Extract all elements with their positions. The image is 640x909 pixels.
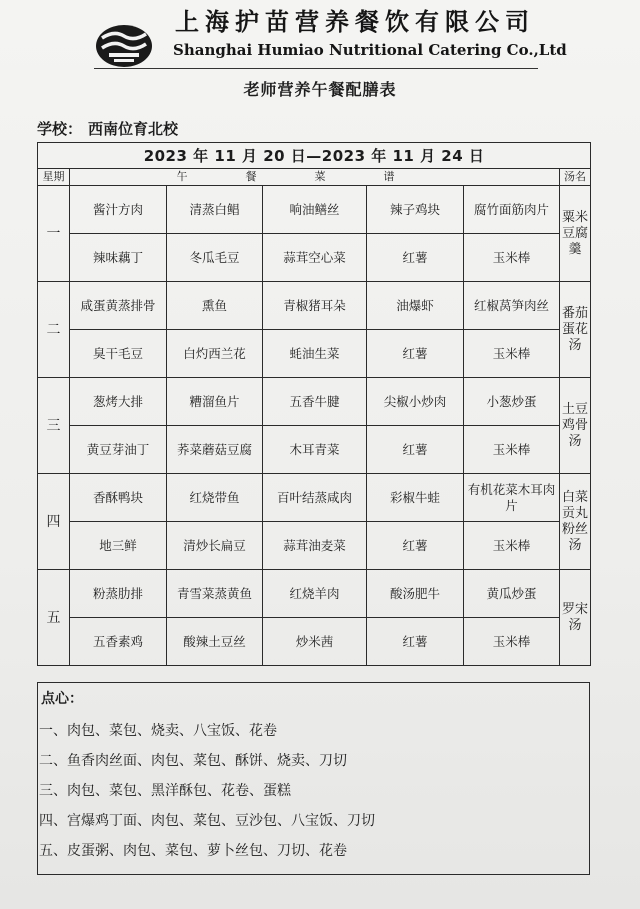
- snack-item: 二、鱼香肉丝面、肉包、菜包、酥饼、烧卖、刀切: [39, 753, 347, 769]
- dish-cell: 五香素鸡: [70, 618, 167, 666]
- dish-cell: 百叶结蒸咸肉: [263, 474, 367, 522]
- dish-cell: 熏鱼: [167, 282, 263, 330]
- dish-cell: 粉蒸肋排: [70, 570, 167, 618]
- company-logo: [92, 22, 156, 70]
- weekday-cell: 三: [38, 378, 70, 474]
- snack-item: 四、宫爆鸡丁面、肉包、菜包、豆沙包、八宝饭、刀切: [39, 813, 375, 829]
- dish-cell: 有机花菜木耳肉片: [464, 474, 560, 522]
- lunch-menu-table: [37, 142, 591, 666]
- col-header-day: 星期: [38, 169, 70, 186]
- dish-cell: 臭干毛豆: [70, 330, 167, 378]
- dish-cell: 玉米棒: [464, 234, 560, 282]
- date-range-row: [38, 143, 591, 169]
- dish-cell: 冬瓜毛豆: [167, 234, 263, 282]
- soup-cell: 番茄蛋花汤: [560, 282, 591, 378]
- dish-cell: 红薯: [367, 522, 464, 570]
- dish-cell: 香酥鸭块: [70, 474, 167, 522]
- snack-item: 三、肉包、菜包、黑洋酥包、花卷、蛋糕: [39, 783, 291, 799]
- dish-cell: 炒米茜: [263, 618, 367, 666]
- weekday-cell: 四: [38, 474, 70, 570]
- snacks-title: 点心：: [41, 691, 83, 707]
- menu-row: [38, 474, 591, 522]
- dish-cell: 红薯: [367, 234, 464, 282]
- dish-cell: 腐竹面筋肉片: [464, 186, 560, 234]
- dish-cell: 玉米棒: [464, 618, 560, 666]
- menu-row: [38, 426, 591, 474]
- header-divider: [94, 68, 538, 69]
- dish-cell: 红烧羊肉: [263, 570, 367, 618]
- weekday-cell: 二: [38, 282, 70, 378]
- school-name: 西南位育北校: [88, 120, 179, 138]
- menu-row: [38, 618, 591, 666]
- dish-cell: 地三鲜: [70, 522, 167, 570]
- dish-cell: 尖椒小炒肉: [367, 378, 464, 426]
- date-range: 2023 年 11 月 20 日—2023 年 11 月 24 日: [38, 143, 591, 169]
- soup-cell: 罗宋汤: [560, 570, 591, 666]
- weekday-cell: 五: [38, 570, 70, 666]
- menu-row: [38, 522, 591, 570]
- dish-cell: 蚝油生菜: [263, 330, 367, 378]
- dish-cell: 红薯: [367, 330, 464, 378]
- dish-cell: 咸蛋黄蒸排骨: [70, 282, 167, 330]
- dish-cell: 黄瓜炒蛋: [464, 570, 560, 618]
- soup-cell: 土豆鸡骨汤: [560, 378, 591, 474]
- header-row: [38, 169, 591, 186]
- company-name-en: Shanghai Humiao Nutritional Catering Co.,Ltd: [173, 41, 567, 59]
- dish-cell: 木耳青菜: [263, 426, 367, 474]
- dish-cell: 彩椒牛蛙: [367, 474, 464, 522]
- menu-row: [38, 570, 591, 618]
- dish-cell: 清蒸白鲳: [167, 186, 263, 234]
- company-name-cn: 上海护苗营养餐饮有限公司: [175, 7, 535, 36]
- menu-row: [38, 186, 591, 234]
- dish-cell: 玉米棒: [464, 426, 560, 474]
- dish-cell: 玉米棒: [464, 522, 560, 570]
- menu-row: [38, 378, 591, 426]
- col-header-soup: 汤名: [560, 169, 591, 186]
- dish-cell: 荞菜蘑菇豆腐: [167, 426, 263, 474]
- menu-row: [38, 282, 591, 330]
- snack-item: 五、皮蛋粥、肉包、菜包、萝卜丝包、刀切、花卷: [39, 843, 347, 859]
- dish-cell: 红烧带鱼: [167, 474, 263, 522]
- school-line: [37, 118, 178, 139]
- dish-cell: 蒜茸油麦菜: [263, 522, 367, 570]
- snack-item: 一、肉包、菜包、烧卖、八宝饭、花卷: [39, 723, 277, 739]
- dish-cell: 红椒莴笋肉丝: [464, 282, 560, 330]
- dish-cell: 白灼西兰花: [167, 330, 263, 378]
- dish-cell: 青雪菜蒸黄鱼: [167, 570, 263, 618]
- dish-cell: 青椒猪耳朵: [263, 282, 367, 330]
- dish-cell: 响油鳝丝: [263, 186, 367, 234]
- dish-cell: 清炒长扁豆: [167, 522, 263, 570]
- soup-cell: 白菜贡丸粉丝汤: [560, 474, 591, 570]
- page-title: 老师营养午餐配膳表: [243, 80, 397, 99]
- dish-cell: 红薯: [367, 426, 464, 474]
- dish-cell: 酸汤肥牛: [367, 570, 464, 618]
- dish-cell: 辣味藕丁: [70, 234, 167, 282]
- dish-cell: 辣子鸡块: [367, 186, 464, 234]
- dish-cell: 酸辣土豆丝: [167, 618, 263, 666]
- dish-cell: 玉米棒: [464, 330, 560, 378]
- menu-row: [38, 330, 591, 378]
- dish-cell: 五香牛腱: [263, 378, 367, 426]
- dish-cell: 红薯: [367, 618, 464, 666]
- snacks-box: [37, 682, 590, 875]
- dish-cell: 小葱炒蛋: [464, 378, 560, 426]
- dish-cell: 酱汁方肉: [70, 186, 167, 234]
- weekday-cell: 一: [38, 186, 70, 282]
- menu-row: [38, 234, 591, 282]
- school-label: 学校：: [37, 120, 83, 138]
- dish-cell: 油爆虾: [367, 282, 464, 330]
- dish-cell: 黄豆芽油丁: [70, 426, 167, 474]
- soup-cell: 粟米豆腐羹: [560, 186, 591, 282]
- col-header-menu: 午餐菜谱: [70, 169, 560, 186]
- dish-cell: 糟溜鱼片: [167, 378, 263, 426]
- dish-cell: 蒜茸空心菜: [263, 234, 367, 282]
- dish-cell: 葱烤大排: [70, 378, 167, 426]
